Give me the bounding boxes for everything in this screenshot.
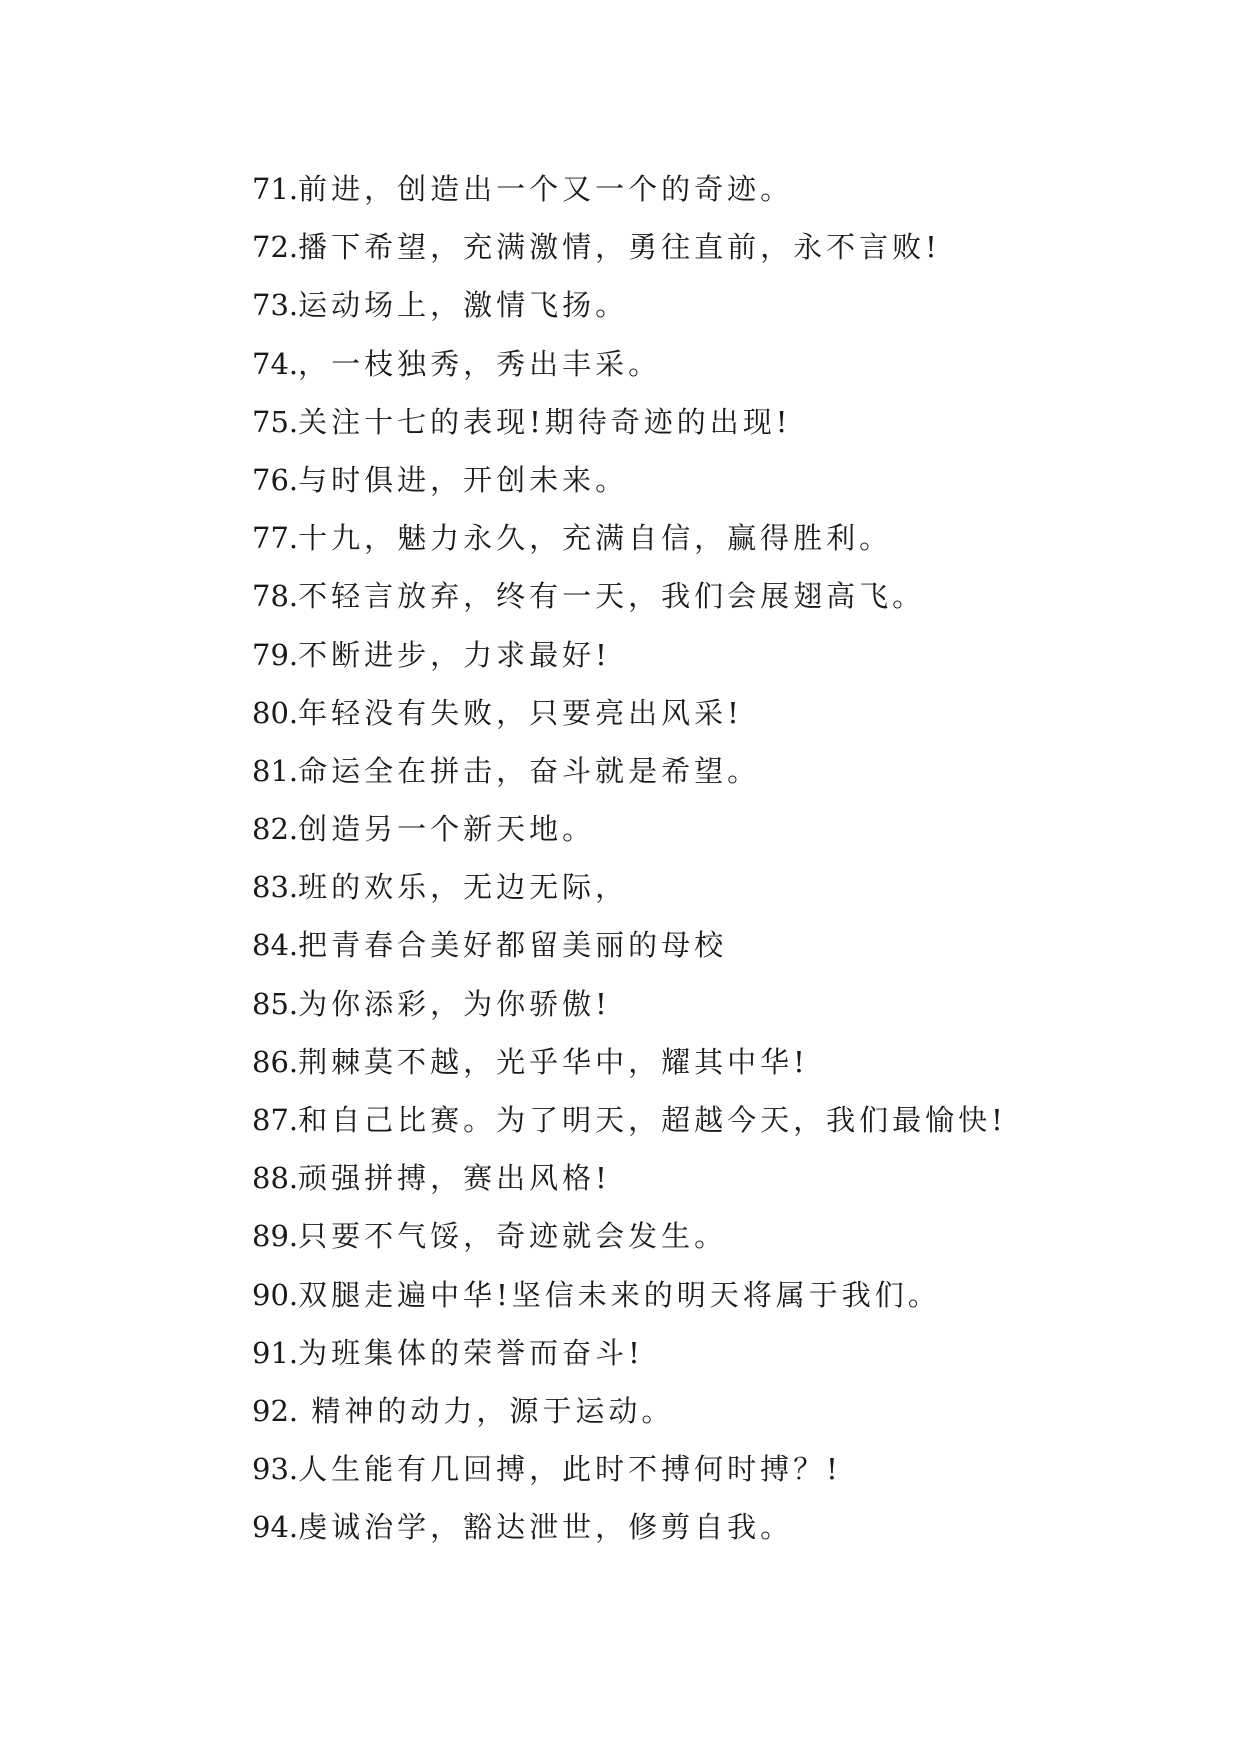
item-text: 为班集体的荣誉而奋斗! bbox=[298, 1335, 644, 1370]
list-item bbox=[252, 335, 1132, 393]
list-item bbox=[252, 160, 1132, 218]
item-number: 81. bbox=[252, 753, 299, 788]
item-text: 十九，魅力永久，充满自信，赢得胜利。 bbox=[298, 521, 893, 556]
item-text: 班的欢乐，无边无际， bbox=[298, 870, 629, 905]
list-item bbox=[252, 1149, 1132, 1207]
item-text: 与时俱进，开创未来。 bbox=[298, 462, 629, 497]
item-text: 顽强拼搏，赛出风格! bbox=[298, 1161, 611, 1196]
list-item bbox=[252, 916, 1132, 974]
list-item bbox=[252, 626, 1132, 684]
item-text: 和自己比赛。为了明天，超越今天，我们最愉快! bbox=[298, 1103, 1007, 1137]
list-item bbox=[252, 975, 1132, 1033]
item-number: 72. bbox=[252, 230, 299, 265]
item-text: 关注十七的表现!期待奇迹的出现! bbox=[298, 404, 792, 439]
slogan-list bbox=[252, 160, 1132, 1557]
item-text: 为你添彩，为你骄傲! bbox=[298, 986, 611, 1021]
item-number: 76. bbox=[252, 462, 299, 497]
item-text: 荆棘莫不越，光乎华中，耀其中华! bbox=[298, 1044, 809, 1079]
item-text: 精神的动力，源于运动。 bbox=[298, 1393, 675, 1428]
list-item bbox=[252, 1324, 1132, 1382]
item-number: 77. bbox=[252, 521, 299, 556]
item-number: 90. bbox=[252, 1277, 299, 1312]
list-item bbox=[252, 218, 1132, 276]
item-text: 播下希望，充满激情，勇往直前，永不言败! bbox=[298, 230, 941, 265]
item-text: 只要不气馁，奇迹就会发生。 bbox=[298, 1219, 728, 1254]
item-number: 78. bbox=[252, 579, 299, 614]
list-item bbox=[252, 858, 1132, 916]
list-item bbox=[252, 1033, 1132, 1091]
item-text: 创造另一个新天地。 bbox=[298, 812, 596, 847]
list-item bbox=[252, 1207, 1132, 1265]
item-number: 82. bbox=[252, 812, 299, 847]
list-item bbox=[252, 1382, 1132, 1440]
item-text: 运动场上，激情飞扬。 bbox=[298, 288, 629, 323]
item-number: 94. bbox=[252, 1510, 299, 1545]
list-item bbox=[252, 276, 1132, 334]
item-text: 双腿走遍中华!坚信未来的明天将属于我们。 bbox=[298, 1277, 941, 1312]
item-text: 不断进步，力求最好! bbox=[298, 637, 611, 672]
item-number: 93. bbox=[252, 1452, 299, 1487]
item-number: 87. bbox=[252, 1103, 299, 1137]
item-text: 不轻言放弃，终有一天，我们会展翅高飞。 bbox=[298, 579, 926, 614]
item-number: 85. bbox=[252, 986, 299, 1021]
item-number: 73. bbox=[252, 288, 299, 323]
item-text: 命运全在拼击，奋斗就是希望。 bbox=[298, 753, 761, 788]
item-number: 89. bbox=[252, 1219, 299, 1254]
item-number: 84. bbox=[252, 928, 299, 963]
list-item bbox=[252, 567, 1132, 625]
item-text: 前进，创造出一个又一个的奇迹。 bbox=[298, 172, 794, 206]
item-number: 88. bbox=[252, 1161, 299, 1196]
item-number: 92. bbox=[252, 1393, 299, 1428]
item-number: 91. bbox=[252, 1335, 299, 1370]
item-text: 人生能有几回搏，此时不搏何时搏？! bbox=[298, 1452, 842, 1487]
list-item bbox=[252, 393, 1132, 451]
item-number: 75. bbox=[252, 404, 299, 439]
list-item bbox=[252, 742, 1132, 800]
list-item bbox=[252, 1440, 1132, 1498]
list-item bbox=[252, 509, 1132, 567]
item-number: 83. bbox=[252, 870, 299, 905]
list-item bbox=[252, 1091, 1132, 1149]
list-item bbox=[252, 451, 1132, 509]
item-text: 把青春合美好都留美丽的母校 bbox=[298, 928, 728, 963]
list-item bbox=[252, 684, 1132, 742]
item-text: 虔诚治学，豁达泄世，修剪自我。 bbox=[298, 1510, 794, 1545]
item-number: 71. bbox=[252, 172, 299, 206]
list-item bbox=[252, 1266, 1132, 1324]
item-number: 86. bbox=[252, 1044, 299, 1079]
item-number: 74. bbox=[252, 346, 299, 381]
item-number: 80. bbox=[252, 695, 299, 730]
item-text: 年轻没有失败，只要亮出风采! bbox=[298, 695, 743, 730]
item-number: 79. bbox=[252, 637, 299, 672]
list-item bbox=[252, 800, 1132, 858]
list-item bbox=[252, 1498, 1132, 1556]
item-text: ，一枝独秀，秀出丰采。 bbox=[298, 346, 662, 381]
